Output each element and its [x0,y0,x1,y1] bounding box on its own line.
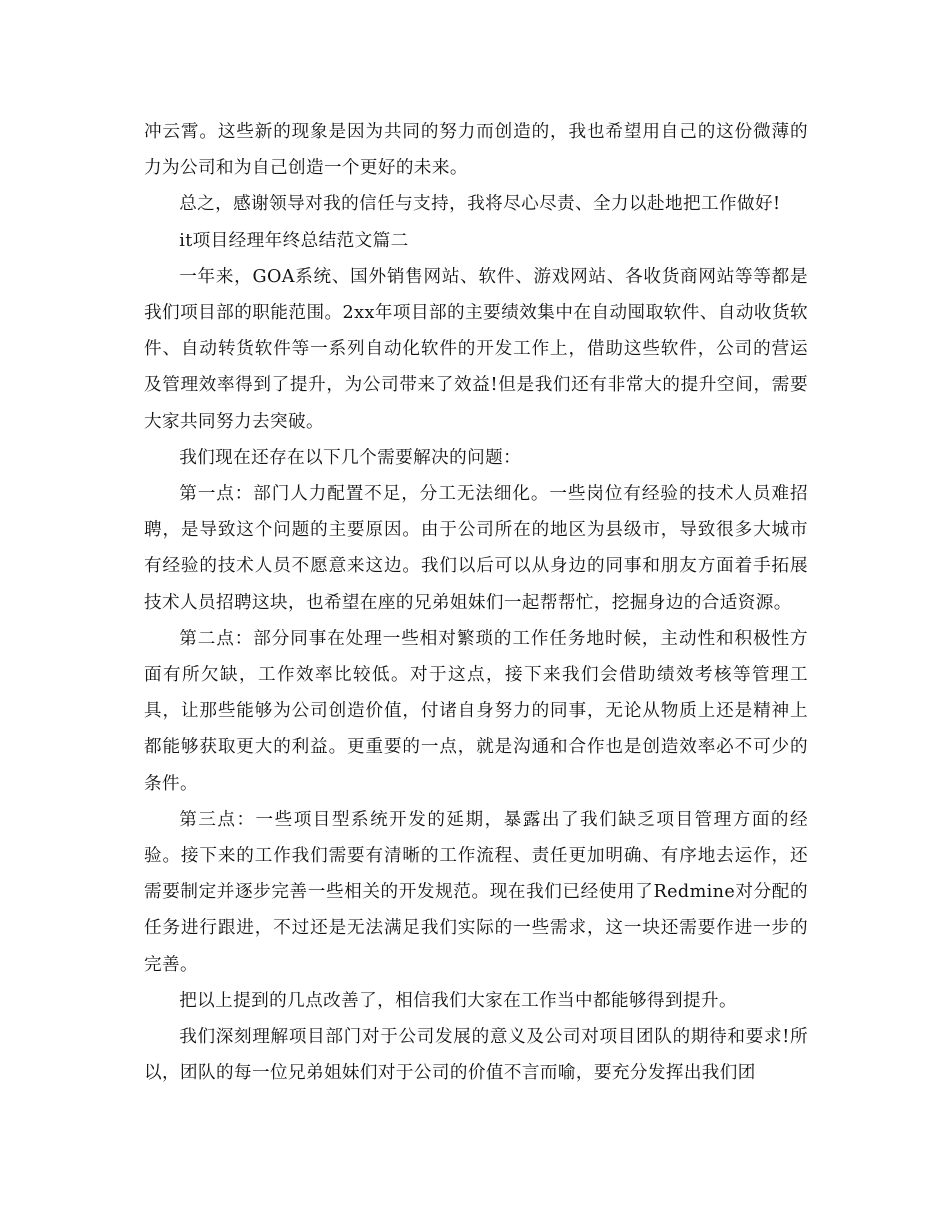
paragraph-point-three: 第三点：一些项目型系统开发的延期，暴露出了我们缺乏项目管理方面的经验。接下来的工作我们需要有清晰的工作流程、责任更加明确、有序地去运作，还需要制定并逐步完善一些相关的开发规范。现在我们已经使用了Redmine对分配的任务进行跟进，不过还是无法满足我们实际的一些需求，这一块还需要作进一步的完善。 [144,809,808,975]
paragraph-issues-lead: 我们现在还存在以下几个需要解决的问题： [179,447,522,468]
paragraph-point-two: 第二点：部分同事在处理一些相对繁琐的工作任务地时候，主动性和积极性方面有所欠缺，工作效率比较低。对于这点，接下来我们会借助绩效考核等管理工具，让那些能够为公司创造价值，付诸自身努力的同事，无论从物质上还是精神上都能够获取更大的利益。更重要的一点，就是沟通和合作也是创造效率必不可少的条件。 [144,628,808,794]
document-body [144,114,808,1091]
paragraph-improvement: 把以上提到的几点改善了，相信我们大家在工作当中都能够得到提升。 [179,990,737,1011]
paragraph-point-one: 第一点：部门人力配置不足，分工无法细化。一些岗位有经验的技术人员难招聘，是导致这个问题的主要原因。由于公司所在的地区为县级市，导致很多大城市有经验的技术人员不愿意来这边。我们以后可以从身边的同事和朋友方面着手拓展技术人员招聘这块，也希望在座的兄弟姐妹们一起帮帮忙，挖掘身边的合适资源。 [144,484,808,613]
paragraph-continuation: 冲云霄。这些新的现象是因为共同的努力而创造的，我也希望用自己的这份微薄的力为公司和为自己创造一个更好的未来。 [144,122,808,179]
section-heading: it项目经理年终总结范文篇二 [179,230,409,251]
paragraph-closing-thanks: 总之，感谢领导对我的信任与支持，我将尽心尽责、全力以赴地把工作做好! [179,194,781,215]
paragraph-intro: 一年来，GOA系统、国外销售网站、软件、游戏网站、各收货商网站等等都是我们项目部的职能范围。2xx年项目部的主要绩效集中在自动囤取软件、自动收货软件、自动转货软件等一系列自动化软件的开发工作上，借助这些软件，公司的营运及管理效率得到了提升，为公司带来了效益!但是我们还有非常大的提升空间，需要大家共同努力去突破。 [144,266,808,432]
paragraph-team-value: 我们深刻理解项目部门对于公司发展的意义及公司对项目团队的期待和要求!所以，团队的每一位兄弟姐妹们对于公司的价值不言而喻，要充分发挥出我们团 [144,1027,808,1084]
